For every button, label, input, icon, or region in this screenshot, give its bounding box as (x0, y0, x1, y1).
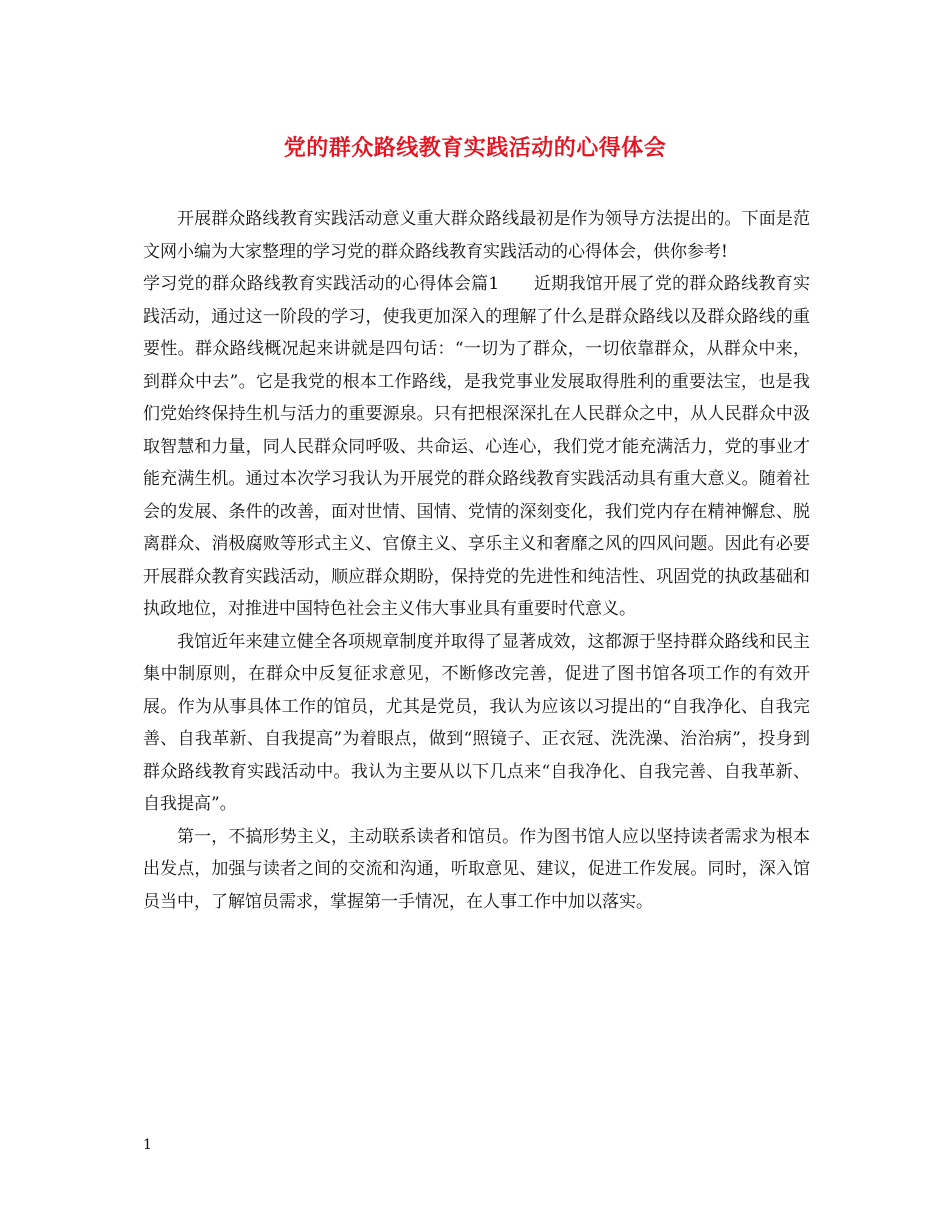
section-one-paragraph: 学习党的群众路线教育实践活动的心得体会篇1 近期我馆开展了党的群众路线教育实践活动，通过这一阶段的学习，使我更加深入的理解了什么是群众路线以及群众路线的重要性。群众路线概况起来讲就是四句话：“一切为了群众，一切依靠群众，从群众中来，到群众中去”。它是我党的根本工作路线，是我党事业发展取得胜利的重要法宝，也是我们党始终保持生机与活力的重要源泉。只有把根深深扎在人民群众之中，从人民群众中汲取智慧和力量，同人民群众同呼吸、共命运、心连心，我们党才能充满活力，党的事业才能充满生机。通过本次学习我认为开展党的群众路线教育实践活动具有重大意义。随着社会的发展、条件的改善，面对世情、国情、党情的深刻变化，我们党内存在精神懈怠、脱离群众、消极腐败等形式主义、官僚主义、享乐主义和奢靡之风的四风问题。因此有必要开展群众教育实践活动，顺应群众期盼，保持党的先进性和纯洁性、巩固党的执政基础和执政地位，对推进中国特色社会主义伟大事业具有重要时代意义。 (143, 274, 810, 619)
library-practice-paragraph: 我馆近年来建立健全各项规章制度并取得了显著成效，这都源于坚持群众路线和民主集中制原则，在群众中反复征求意见，不断修改完善，促进了图书馆各项工作的有效开展。作为从事具体工作的馆员，尤其是党员，我认为应该以习提出的“自我净化、自我完善、自我革新、自我提高”为着眼点，做到“照镜子、正衣冠、洗洗澡、治治病”，投身到群众路线教育实践活动中。我认为主要从以下几点来“自我净化、自我完善、自我革新、自我提高”。 (143, 631, 810, 814)
intro-paragraph: 开展群众路线教育实践活动意义重大群众路线最初是作为领导方法提出的。下面是范文网小编为大家整理的学习党的群众路线教育实践活动的心得体会，供你参考! (143, 209, 810, 262)
first-point-paragraph: 第一，不搞形势主义，主动联系读者和馆员。作为图书馆人应以坚持读者需求为根本出发点，加强与读者之间的交流和沟通，听取意见、建议，促进工作发展。同时，深入馆员当中，了解馆员需求，掌握第一手情况，在人事工作中加以落实。 (143, 826, 810, 912)
document-title: 党的群众路线教育实践活动的心得体会 (283, 135, 667, 161)
document-body (143, 203, 810, 918)
page-number: 1 (143, 1137, 152, 1153)
